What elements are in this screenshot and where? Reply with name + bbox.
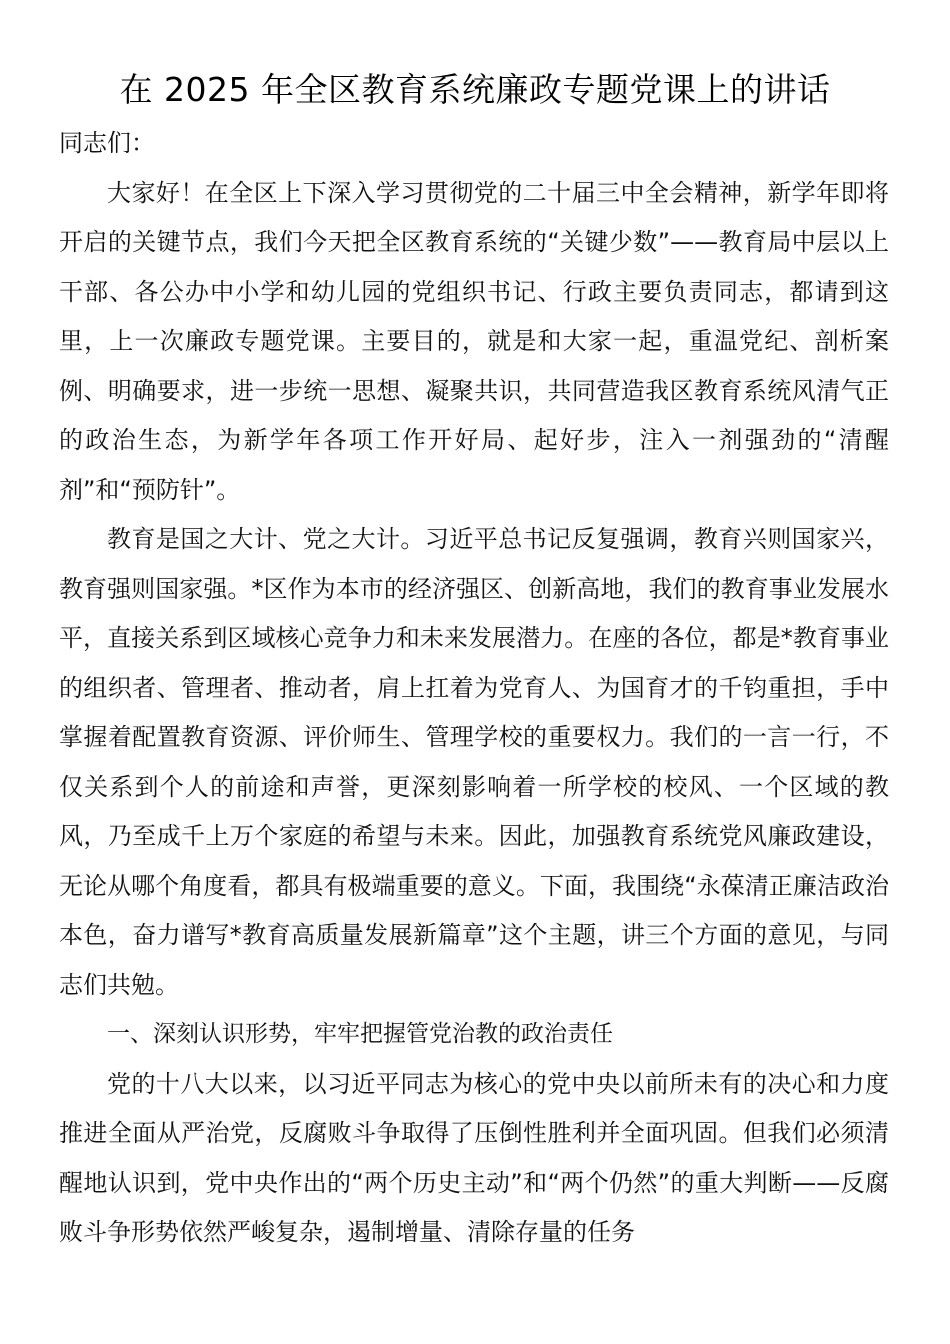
paragraph-opening: 大家好！在全区上下深入学习贯彻党的二十届三中全会精神，新学年即将开启的关键节点，我们今天把全区教育系统的“关键少数”——教育局中层以上干部、各公办中小学和幼儿园的党组织书记、行政主要负责同志，都请到这里，上一次廉政专题党课。主要目的，就是和大家一起，重温党纪、剖析案例、明确要求，进一步统一思想、凝聚共识，共同营造我区教育系统风清气正的政治生态，为新学年各项工作开好局、起好步，注入一剂强劲的“清醒剂”和“预防针”。: [59, 178, 889, 504]
salutation: 同志们：: [59, 129, 155, 157]
paragraph-section-one: 党的十八大以来，以习近平同志为核心的党中央以前所未有的决心和力度推进全面从严治党，反腐败斗争取得了压倒性胜利并全面巩固。但我们必须清醒地认识到，党中央作出的“两个历史主动”和“两个仍然”的重大判断——反腐败斗争形势依然严峻复杂，遏制增量、清除存量的任务: [59, 1069, 889, 1246]
paragraph-importance: 教育是国之大计、党之大计。习近平总书记反复强调，教育兴则国家兴，教育强则国家强。*区作为本市的经济强区、创新高地，我们的教育事业发展水平，直接关系到区域核心竞争力和未来发展潜力。在座的各位，都是*教育事业的组织者、管理者、推动者，肩上扛着为党育人、为国育才的千钧重担，手中掌握着配置教育资源、评价师生、管理学校的重要权力。我们的一言一行，不仅关系到个人的前途和声誉，更深刻影响着一所学校的校风、一个区域的教风，乃至成千上万个家庭的希望与未来。因此，加强教育系统党风廉政建设，无论从哪个角度看，都具有极端重要的意义。下面，我围绕“永葆清正廉洁政治本色，奋力谱写*教育高质量发展新篇章”这个主题，讲三个方面的意见，与同志们共勉。: [59, 525, 889, 999]
document-title: 在 2025 年全区教育系统廉政专题党课上的讲话: [119, 70, 831, 109]
section-heading: 一、深刻认识形势，牢牢把握管党治教的政治责任: [107, 1021, 613, 1047]
document-body: [59, 119, 889, 1258]
